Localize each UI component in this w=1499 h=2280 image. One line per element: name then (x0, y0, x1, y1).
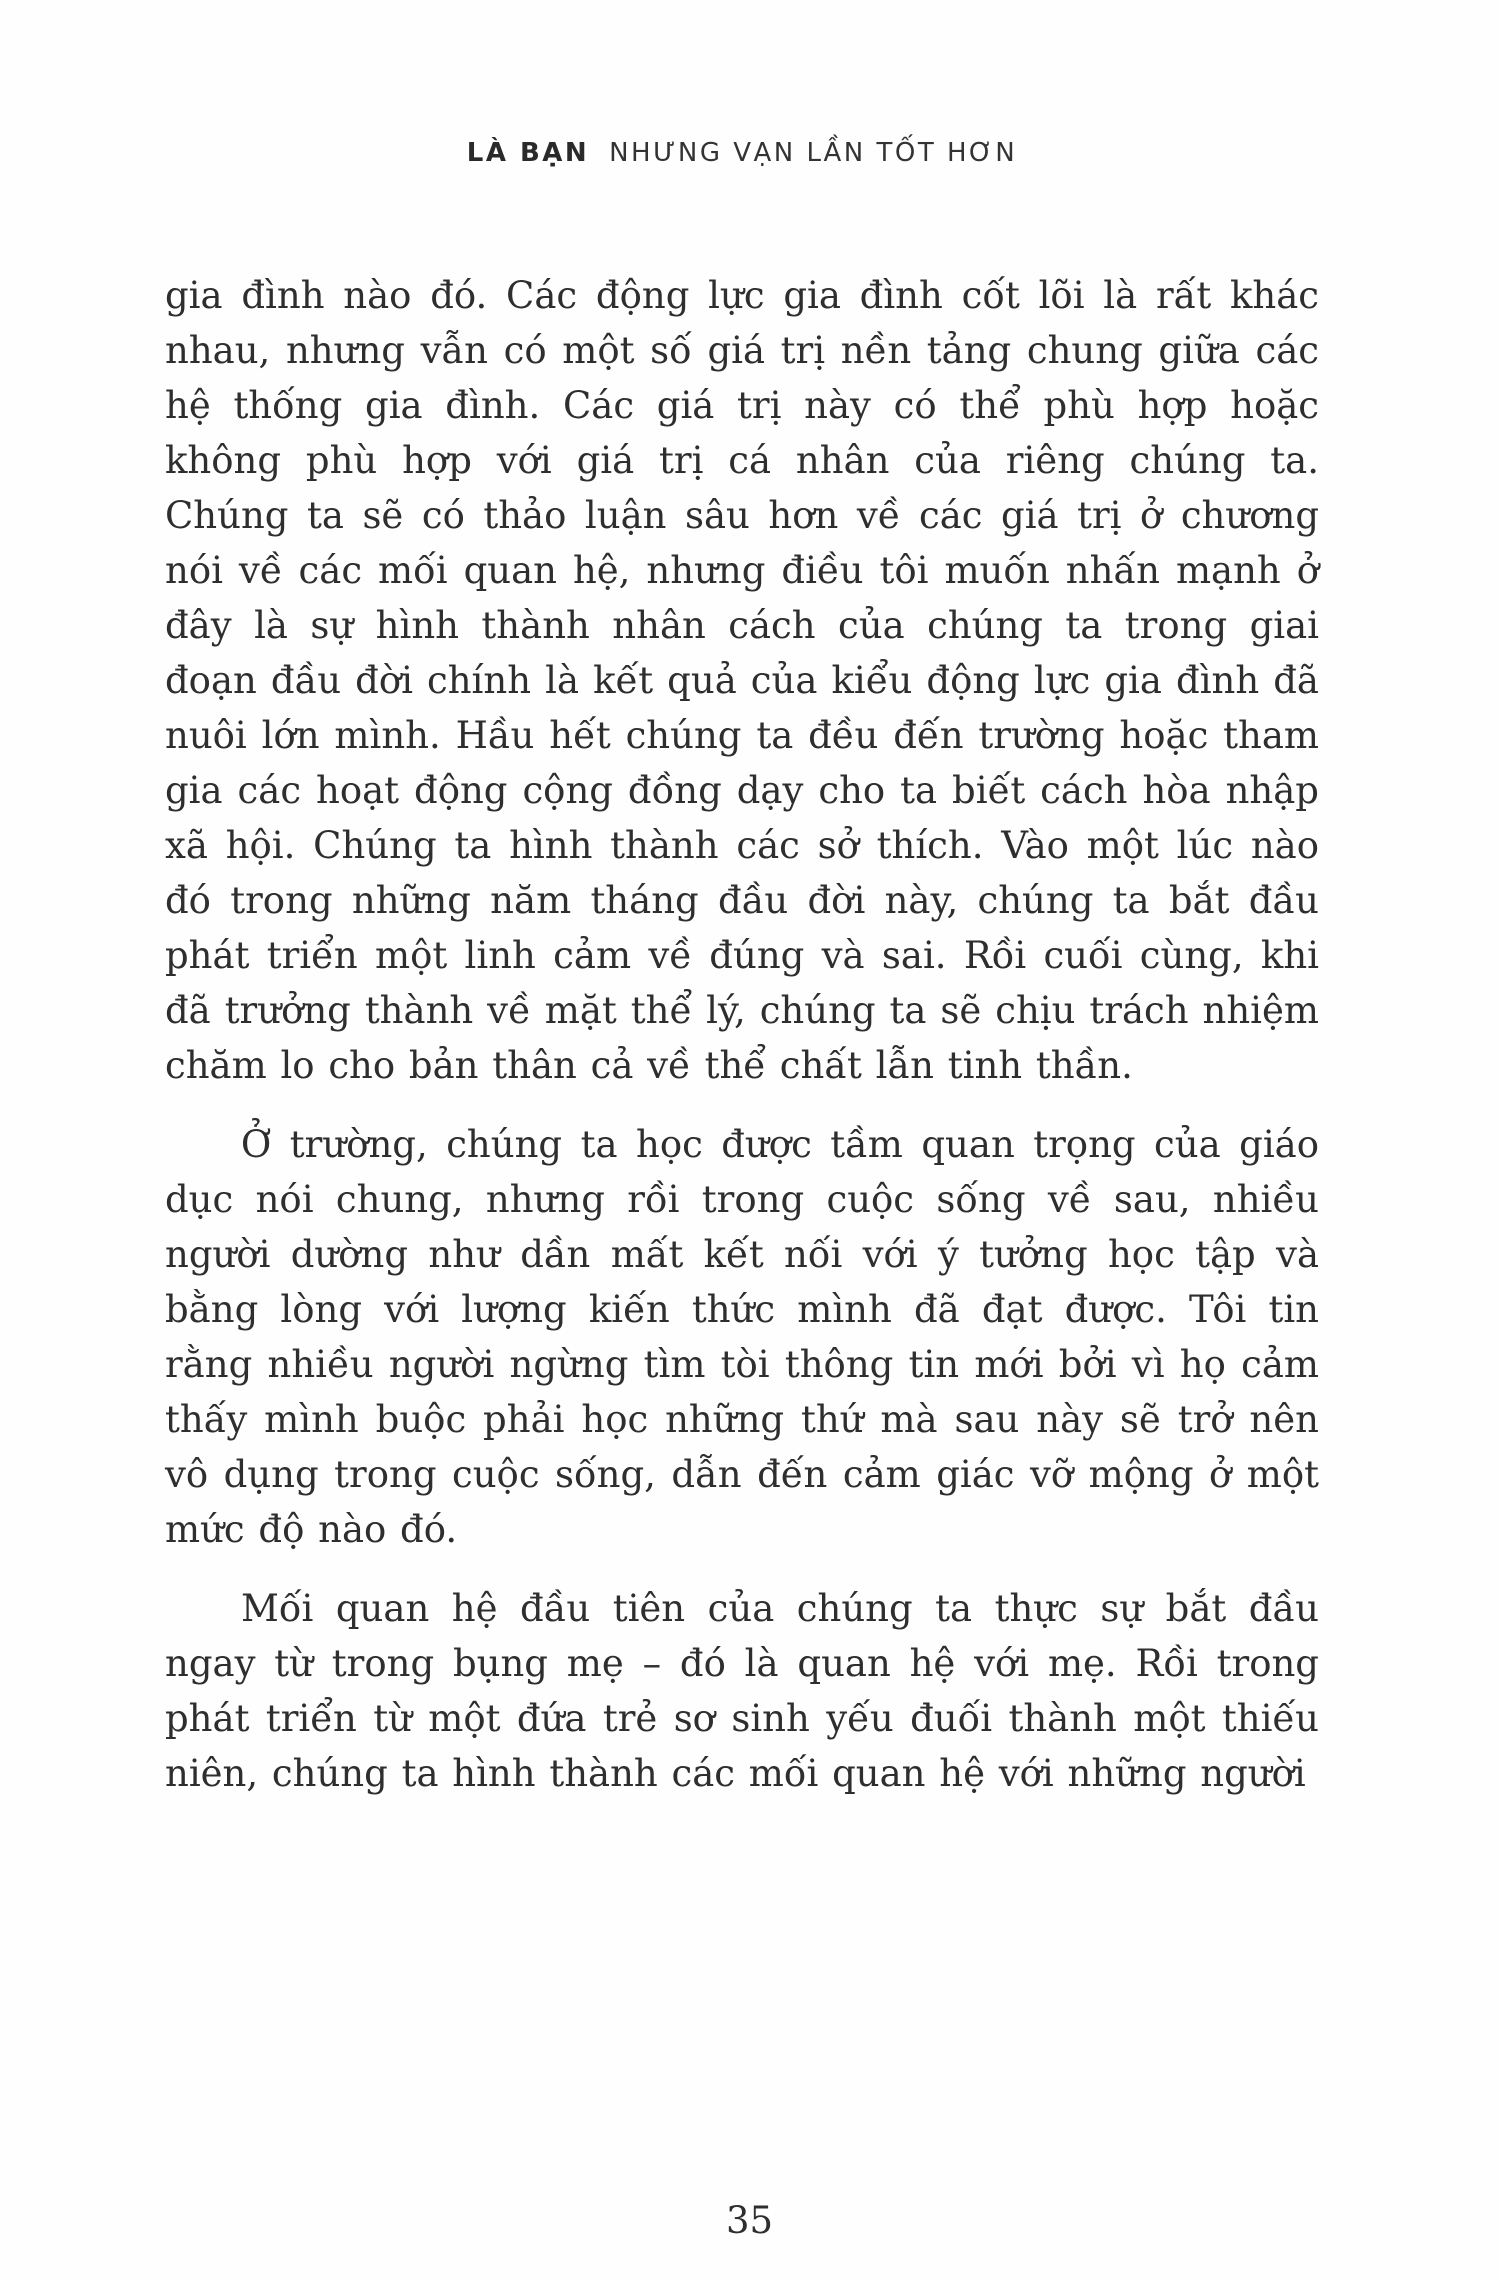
paragraph-3: Mối quan hệ đầu tiên của chúng ta thực sự bắt đầu ngay từ trong bụng mẹ – đó là quan hệ với mẹ. Rồi trong phát triển từ một đứa trẻ sơ sinh yếu đuối thành một thiếu niên, chúng ta hình thành các mối quan hệ với những người (165, 1587, 1319, 1795)
paragraph-2: Ở trường, chúng ta học được tầm quan trọng của giáo dục nói chung, nhưng rồi trong cuộc sống về sau, nhiều người dường như dần mất kết nối với ý tưởng học tập và bằng lòng với lượng kiến thức mình đã đạt được. Tôi tin rằng nhiều người ngừng tìm tòi thông tin mới bởi vì họ cảm thấy mình buộc phải học những thứ mà sau này sẽ trở nên vô dụng trong cuộc sống, dẫn đến cảm giác vỡ mộng ở một mức độ nào đó. (165, 1123, 1319, 1551)
paragraph-1: gia đình nào đó. Các động lực gia đình cốt lõi là rất khác nhau, nhưng vẫn có một số giá trị nền tảng chung giữa các hệ thống gia đình. Các giá trị này có thể phù hợp hoặc không phù hợp với giá trị cá nhân của riêng chúng ta. Chúng ta sẽ có thảo luận sâu hơn về các giá trị ở chương nói về các mối quan hệ, nhưng điều tôi muốn nhấn mạnh ở đây là sự hình thành nhân cách của chúng ta trong giai đoạn đầu đời chính là kết quả của kiểu động lực gia đình đã nuôi lớn mình. Hầu hết chúng ta đều đến trường hoặc tham gia các hoạt động cộng đồng dạy cho ta biết cách hòa nhập xã hội. Chúng ta hình thành các sở thích. Vào một lúc nào đó trong những năm tháng đầu đời này, chúng ta bắt đầu phát triển một linh cảm về đúng và sai. Rồi cuối cùng, khi đã trưởng thành về mặt thể lý, chúng ta sẽ chịu trách nhiệm chăm lo cho bản thân cả về thể chất lẫn tinh thần. (165, 274, 1319, 1087)
running-header-title-bold: LÀ BẠN (466, 138, 590, 168)
running-header-title-rest: NHƯNG VẠN LẦN TỐT HƠN (609, 138, 1018, 168)
page-number: 35 (725, 2199, 774, 2242)
page-body-text (165, 268, 1319, 1825)
running-header (165, 138, 1319, 168)
